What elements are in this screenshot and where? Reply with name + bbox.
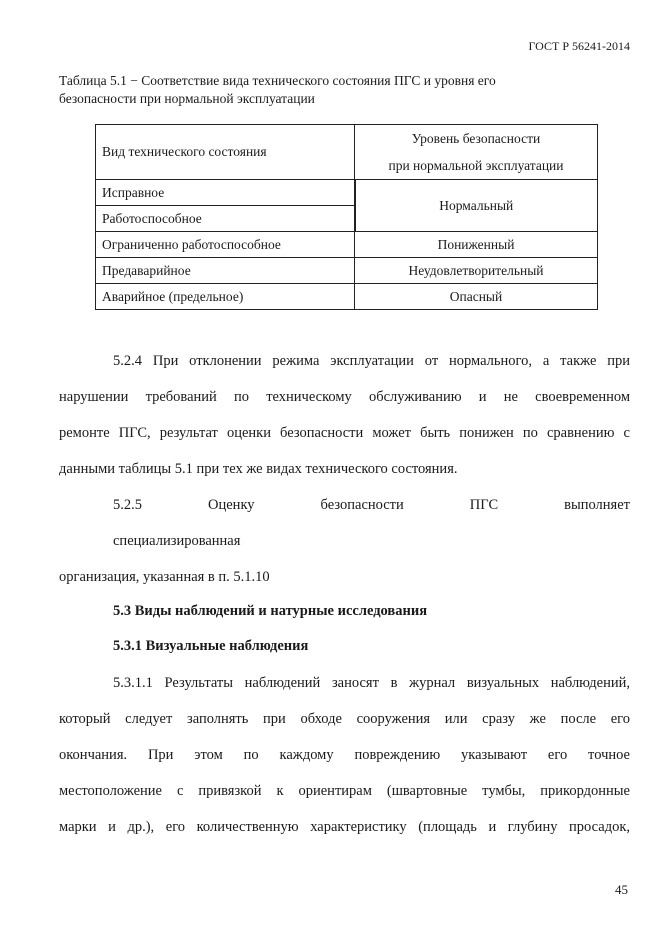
section-heading-5-3: 5.3 Виды наблюдений и натурные исследования [113,603,428,619]
paragraph-line: 5.2.5 Оценку безопасности ПГС выполняет специализированная [113,497,630,549]
table-row [96,232,598,258]
page-number: 45 [615,882,628,897]
paragraph-5-2-5 [59,487,630,595]
paragraph-line: данными таблицы 5.1 при тех же видах технического состояния. [59,461,458,477]
paragraph-line: местоположение с привязкой к ориентирам (швартовные тумбы, прикордонные [59,783,630,799]
paragraph-line: марки и др.), его количественную характеристику (площадь и глубину просадок, [59,819,630,835]
paragraph-line: который следует заполнять при обходе сооружения или сразу же после его [59,711,630,727]
table-header-row [96,125,598,180]
column-header-safety-level-line-2: при нормальной эксплуатации [388,158,564,173]
level-cell: Нормальный [355,180,598,232]
level-cell: Пониженный [355,232,598,258]
paragraph-5-2-4 [59,343,630,487]
paragraph-line: нарушении требований по техническому обслуживанию и не своевременном [59,389,630,405]
level-cell: Неудовлетворительный [355,258,598,284]
paragraph-5-3-1-1 [59,665,630,845]
table-caption-line-1: Таблица 5.1 − Соответствие вида технического состояния ПГС и уровня его [59,73,496,88]
column-header-safety-level-line-1: Уровень безопасности [411,131,541,146]
state-cell: Исправное [96,180,355,206]
paragraph-line: 5.3.1.1 Результаты наблюдений заносят в журнал визуальных наблюдений, [113,675,630,691]
column-header-state: Вид технического состояния [96,125,355,180]
table-row [96,284,598,310]
table-caption [59,72,619,108]
paragraph-line: организация, указанная в п. 5.1.10 [59,569,270,585]
level-cell: Опасный [355,284,598,310]
state-cell: Предаварийное [96,258,355,284]
paragraph-line: 5.2.4 При отклонении режима эксплуатации от нормального, а также при [113,353,630,369]
state-safety-table [95,124,598,310]
state-cell: Работоспособное [96,206,355,232]
column-header-safety-level [355,125,598,180]
section-heading-5-3-1: 5.3.1 Визуальные наблюдения [113,638,309,654]
table-row [96,180,598,206]
table-caption-line-2: безопасности при нормальной эксплуатации [59,91,315,106]
paragraph-line: окончания. При этом по каждому повреждению указывают его точное [59,747,630,763]
document-header-id: ГОСТ Р 56241-2014 [528,39,630,53]
paragraph-line: ремонте ПГС, результат оценки безопасности может быть понижен по сравнению с [59,425,630,441]
state-cell: Ограниченно работоспособное [96,232,355,258]
table-row [96,258,598,284]
state-cell: Аварийное (предельное) [96,284,355,310]
